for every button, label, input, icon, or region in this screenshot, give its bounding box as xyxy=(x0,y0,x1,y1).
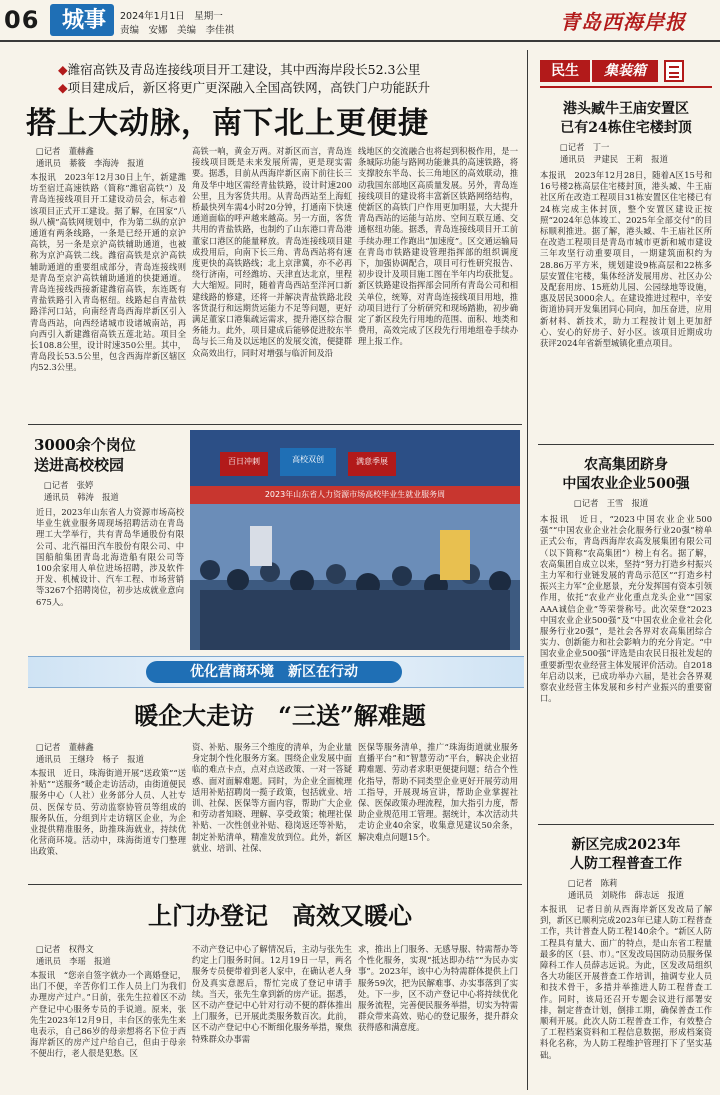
editors-line: 责编 安娜 美编 李佳祺 xyxy=(120,25,235,36)
lead-subhead-2: ◆项目建成后，新区将更广更深融入全国高铁网，高铁门户功能跃升 xyxy=(58,80,431,95)
side2-headline-2: 中国农业企业500强 xyxy=(562,476,690,492)
section-title: 城事 xyxy=(61,7,106,33)
warm-headline: 暖企大走访 “三送”解难题 xyxy=(134,701,426,730)
warm-bottom-divider xyxy=(28,884,522,885)
side3-headline-2: 人防工程普查工作 xyxy=(570,856,682,872)
side2-headline-1: 农高集团跻身 xyxy=(584,457,668,473)
booth-sign-2: 高校双创 xyxy=(292,455,324,464)
masthead xyxy=(0,0,720,42)
warm-byline-2: 通讯员 王继玲 杨子 报道 xyxy=(36,754,144,764)
door-column-1: 本报讯 “您亲自签字就办一个离婚登记，出门不便，辛苦你们工作人员上门为我们办理房产过户。”日前，张先生拉着区不动产登记中心服务专员的手说道。原来，张先生2023年12月9日，丰台区的张先生来电表示，自己86岁的母亲想将名下位于西海岸新区的房产过户给自己，但由于母亲不便出行，老人很是犯愁。区 xyxy=(30,970,186,1059)
side3-headline-1: 新区完成2023年 xyxy=(571,837,681,853)
warm-column-2: 资、补贴、服务三个维度的清单，为企业量身定制个性化服务方案。围绕企业发展中面临的难点卡点，点对点送政策、一对一答疑惑、面对面解难题。同时，为企业全面梳理适用补贴招聘岗一揽子政策，包括就业、培训、社保、医保等方面内容，帮助广大企业和劳动者知晓、理解、享受政策；梳理社保补贴、一次性创业补贴、稳岗返还等补贴，制定补贴清单，精准发放到位。此外，新区就业、培训、社保、 xyxy=(192,742,352,853)
jobs-byline-1: □记者 张婷 xyxy=(44,480,94,490)
sidebar-divider xyxy=(527,50,528,1090)
jobs-body: 近日，2023年山东省人力资源市场高校毕业生就业服务周现场招聘活动在青岛理工大学举行，共有青岛华通股份有限公司、北汽福田汽车股份有限公司、中国船舶集团青岛北海造船有限公司等100余家用人单位进场招聘，涉及软件开发、机械设计、汽车工程、市场营销等3267个招聘岗位，初步达成就业意向675人。 xyxy=(36,507,184,607)
side1-headline-1: 港头臧牛王庙安置区 xyxy=(563,101,689,117)
warm-column-3: 医保等服务清单，推广“珠海街道就业服务直播平台”和“智慧劳动”平台，解决企业招聘难题、劳动者求职更便捷问题；结合个性化指导，帮助不同类型企业更好开展劳动用工指导，开展现场宣讲，帮助企业掌握社保、医保政策办理流程，加大指引力度，帮助企业规范用工管理。据统计，本次活动共走访企业40余家，收集意见建议50余条，解决难点问题15个。 xyxy=(358,742,518,842)
sidebar-header-underline xyxy=(540,86,712,88)
fair-banner-text: 2023年山东省人力资源市场高校毕业生就业服务周 xyxy=(264,490,446,499)
warm-byline-1: □记者 董赫鑫 xyxy=(36,742,94,752)
page-number: 06 xyxy=(4,6,40,34)
jobs-headline-1: 3000余个岗位 xyxy=(34,436,136,454)
date-line: 2024年1月1日 星期一 xyxy=(120,11,223,22)
tag-box-2: 集装箱 xyxy=(592,60,658,82)
booth-sign-3: 满意季展 xyxy=(356,457,388,466)
side1-byline-2: 通讯员 尹建民 王莉 报道 xyxy=(560,154,668,164)
warm-column-1: 本报讯 近日，珠海街道开展“送政策”“送补贴”“送服务”暖企走访活动，由街道便民服务中心（人社）业务部分人员、人社专员、医保专员、劳动监察协管员等组成的服务队伍，分组到片走访辖区企业，为企业提供精准服务，助推珠海就业，持续优化营商环境。活动中，珠海街道专门整理出政策、 xyxy=(30,768,186,857)
job-fair-photo xyxy=(190,430,520,650)
lead-bottom-divider xyxy=(28,424,522,425)
side1-bottom-rule xyxy=(538,444,714,445)
masthead-divider xyxy=(0,40,720,42)
tag-box-1: 民生 xyxy=(540,60,590,82)
lead-byline-2: 通讯员 綦筱 李海涛 报道 xyxy=(36,158,144,168)
jobs-headline-2: 送进高校校园 xyxy=(34,456,125,474)
side1-body: 本报讯 2023年12月28日，随着A区15号和16号楼2栋高层住宅楼封顶，港头臧、牛王庙社区所在改造工程项目31栋安置区住宅楼已有24栋完成主体封顶，整个安置区建设正按照“2024年总体竣工、2025年全部交付”的目标顺利推进。据了解，港头臧、牛王庙社区所在改造工程项目是青岛市城市更新和城市建设三年攻坚行动重要项目，一期建筑面积约为28.86万平方米，规划建设9栋高层和22栋多层安置住宅楼，集体经济发展用房、社区办公及配套用房、15班幼儿园、公园绿地等设施，惠及居民3000余人。在建设推进过程中，辛安街道协同开发集团同心同向，加压奋进，应用新材料、新技术，助力工程按计划上更加舒心、安心的好房子、好小区。该项目近期成功获评2024年省新型城镇化重点项目。 xyxy=(540,170,712,349)
jobs-byline-2: 通讯员 韩涛 报道 xyxy=(44,492,119,502)
side2-byline-1: □记者 王雪 报道 xyxy=(574,498,649,508)
banner-text: 优化营商环境 新区在行动 xyxy=(190,664,358,680)
side3-byline-2: 通讯员 刘晓伟 薛志远 报道 xyxy=(568,890,685,900)
side1-headline-2: 已有24栋住宅楼封顶 xyxy=(560,120,692,136)
door-byline-2: 通讯员 李瑶 报道 xyxy=(36,956,111,966)
door-byline-1: □记者 权得文 xyxy=(36,944,94,954)
door-headline: 上门办登记 高效又暖心 xyxy=(148,901,412,930)
lead-headline: 搭上大动脉，南下北上更便捷 xyxy=(26,106,429,141)
door-column-3: 求，推出上门服务、无感导服、特需帮办等个性化服务，实现“抵达即办结”“为民办实事”。2023年，该中心为特需群体提供上门服务59次，把为民解难事、办实事落到了实处。下一步，区不动产登记中心将持续优化服务流程，完善便民服务举措，切实为特需群众带来高效、贴心的登记服务，提升群众获得感和满意度。 xyxy=(358,944,518,1033)
business-banner xyxy=(28,656,524,688)
lead-column-1: 本报讯 2023年12月30日上午，新建潍坊至宿迁高速铁路（简称“潍宿高铁”）及青岛连接线项目开工建设动员会，标志着该项目正式开工建设。据了解，在国家“八纵八横”高铁网规划中，作为第二纵的京沪通道有两条线路，一条是已经开通的京沪高铁，另一条是京沪高铁辅助通道，也被称为京沪高铁二线。潍宿高铁是京沪高铁辅助通道的重要组成部分，青岛连接线则是青岛至京沪高铁辅助通道的快捷通道。青岛连接线西接新建潍宿高铁，东连既有青盐铁路引入青岛枢纽。线路起自青盐铁路洋河口站，向南经青岛西海岸新区引入青岛西站，向西经诸城市设诸城南站，再向西引入新建潍宿高铁五莲北站。项目全长108.8公里，设计时速350公里。其中，青岛段长53.5公里，包含西海岸新区辖区内52.3公里。 xyxy=(30,172,186,373)
note-icon xyxy=(664,60,684,82)
door-column-2: 不动产登记中心了解情况后，主动与张先生约定上门服务时间。12月19日一早，两名服务专员便带着到老人家中，在确认老人身份及真实意愿后，帮忙完成了登记申请手续。当天，张先生拿到新的房产证。据悉，区不动产登记中心针对行动不便的群体推出上门服务，已开展此类服务数百次。此前，区不动产登记中心不断细化服务举措，聚焦特殊群众办事需 xyxy=(192,944,352,1044)
sidebar-header xyxy=(540,58,712,86)
lead-subhead-1: ◆潍宿高铁及青岛连接线项目开工建设，其中西海岸段长52.3公里 xyxy=(58,62,421,77)
side2-body: 本报讯 近日，“2023中国农业企业500强”“中国农业企业社会化服务行业20强”榜单正式公布，青岛西海岸农高发展集团有限公司（以下简称“农高集团”）榜上有名。据了解，农高集团自成立以来，坚持“努力打造乡村振兴主力军和行业链发展的青岛示范区”“打造乡村振兴主力军”企业愿景，充分发挥国有资本引领作用，依托“农业产业化重点龙头企业”“国家AAA诚信企业”等荣誉称号。此次荣登“2023中国农业企业500强”及“中国农业企业社会化服务行业20强”，是社会各界对农高集团综合实力、创新能力和社会影响力的充分肯定。“中国农业企业500强”评选是由农民日报社发起的重要新型农业经营主体发展评价活动。自2018年启动以来，已成功举办六届，是社会各界观察农业经营主体发展和乡村产业振兴的重要窗口。 xyxy=(540,514,712,704)
paper-name-logo: 青岛西海岸报 xyxy=(560,10,686,34)
side1-byline-1: □记者 丁一 xyxy=(560,142,610,152)
lead-column-2: 高铁一响，黄金万两。对新区而言，青岛连接线项目既是未来发展所需，更是现实需要。据悉，目前从西海岸新区南下前往长三角及华中地区需经青盐铁路，设计时速200公里，且为客货共用。从青岛西站至上海虹桥最快列车需4小时20分钟，打通南下快速通道面临的呼声越来越高。另一方面，客货共用的青盐铁路，也制约了山东港口青岛港董家口港区的能量释放。青岛连接线项目建成投用后，向南下长三角、青岛西站将有速度更快的高铁路线；北上京津冀，亦不必再绕行济南，可经潍坊、天津直达北京，里程大大缩短。同时，随着青岛西站至洋河口新建线路的修建，还将一并解决青盐铁路北段客货混行和远期货运能力不足等问题，更好满足董家口港集疏运需求，提升港区综合服务能力。此外，项目建成后能够促进胶东半岛与长三角及以远地区的发展交流，便捷群众高效出行，同时对增强与临沂间及沿 xyxy=(192,146,352,358)
diamond-bullet-icon: ◆ xyxy=(58,80,68,95)
side3-body: 本报讯 记者日前从西海岸新区发改局了解到，新区已顺利完成2023年已建人防工程普查工作，共计普查人防工程140余个。“新区人防工程具有量大、面广的特点，是山东省工程量最多的区（县、市）。”区发改局国防动员服务保障科工作人员薛志远说。为此，区发改局组织各大功能区开展普查工作培训，抽调专业人员和技术骨干，多措并举推进人防工程普查工作。同时，该局还召开专题会议进行部署安排，制定普查计划，倒排工期，确保普查工作顺利开展。此次人防工程普查工作，有效整合了工程档案资料和工程信息数据，形成档案资料化名称，为人防工程维护管理打下了坚实基础。 xyxy=(540,904,712,1060)
booth-sign-1: 百日冲刺 xyxy=(228,457,260,466)
lead-column-3: 线地区的交流融合也将起到积极作用，是一条城际功能与路网功能兼具的高速铁路，将支撑胶东半岛、长三角地区的高效联动，推动我国东部地区高质量发展。另外，青岛连接线项目的建设将丰富新区铁路网络结构，使新区的高铁门户作用更加明显，大大提升青岛西站的运能与站房、空间互联互通、交通枢纽功能。据悉，青岛连接线项目开工前手续办理工作跑出“加速度”。区交通运输局在青岛市铁路建设管理指挥部的组织调度下，加强协调配合，项目可行性研究报告、初步设计及项目施工图在半年内均获批复。新区铁路建设指挥部会同所有青岛公司和相关单位，统筹，对青岛连接线项目用地，推动项目进行了分析研究和现场踏勘，初步确定了新区段先行用地的范围、面积、地类和费用，高效完成了区段先行用地组卷手续办理上报工作。 xyxy=(358,146,518,347)
diamond-bullet-icon: ◆ xyxy=(58,62,68,77)
lead-byline-1: □记者 董赫鑫 xyxy=(36,146,94,156)
side2-bottom-rule xyxy=(538,824,714,825)
side3-byline-1: □记者 陈莉 xyxy=(568,878,618,888)
